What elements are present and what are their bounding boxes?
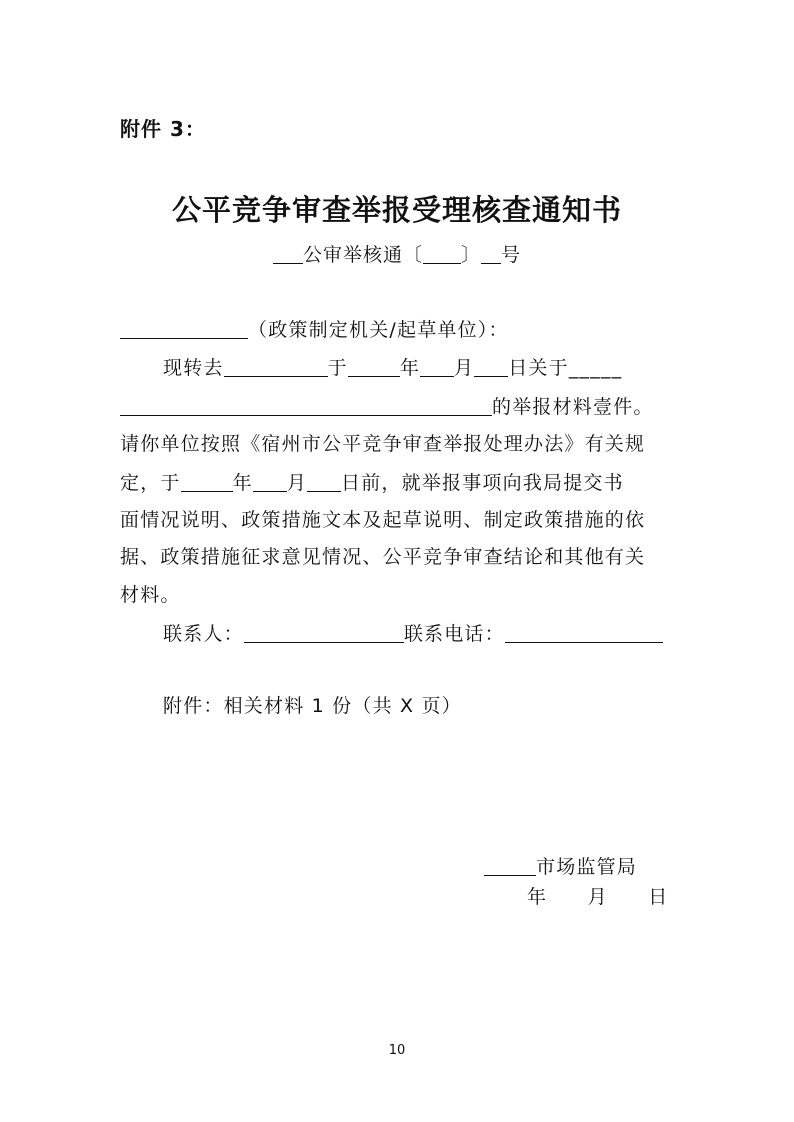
blank-contact-person	[244, 624, 404, 643]
attachment-label: 附件 3：	[120, 117, 206, 141]
document-title: 公平竞争审查举报受理核查通知书	[171, 193, 622, 227]
text: 日前，就举报事项向我局提交书	[341, 472, 624, 494]
body-line-2	[163, 358, 622, 378]
doc-number-text: 公审举核通〔	[302, 244, 423, 266]
page-number: 10	[388, 1043, 406, 1058]
blank-region	[484, 857, 536, 876]
addressee-line	[120, 320, 509, 340]
signature-org-text: 市场监管局	[536, 856, 638, 878]
attachment-note: 附件：相关材料 1 份（共 X 页）	[163, 695, 462, 717]
document-number	[0, 240, 794, 267]
body-line-7: 据、政策措施征求意见情况、公平竞争审查结论和其他有关	[120, 546, 646, 568]
doc-number-bracket: 〕	[460, 244, 481, 266]
blank-month	[253, 473, 287, 492]
blank-day	[307, 473, 341, 492]
body-line-4: 请你单位按照《宿州市公平竞争审查举报处理办法》有关规	[120, 433, 646, 455]
blank-subject	[120, 397, 492, 416]
blank-month	[420, 358, 454, 377]
blank-year	[348, 358, 400, 377]
body-line-6: 面情况说明、政策措施文本及起草说明、制定政策措施的依	[120, 509, 646, 531]
blank-year	[423, 245, 461, 264]
signature-org	[484, 857, 637, 877]
blank-addressee	[120, 320, 248, 339]
text: 现转去	[163, 357, 224, 379]
text: 的举报材料壹件。	[492, 396, 654, 418]
blank-issuer	[273, 245, 303, 264]
text: 定，于	[120, 472, 181, 494]
contact-line	[163, 624, 663, 644]
blank-contact-phone	[505, 624, 663, 643]
blank-year	[181, 473, 233, 492]
text: 年	[232, 472, 253, 494]
text: 月	[286, 472, 308, 494]
text: 于	[327, 357, 348, 379]
body-line-8: 材料。	[120, 584, 181, 606]
doc-number-suffix: 号	[501, 244, 522, 266]
contact-phone-label: 联系电话：	[403, 623, 505, 645]
blank-day	[474, 358, 508, 377]
blank-reporter	[224, 358, 328, 377]
text: 日关于_____	[508, 357, 623, 379]
text: 年	[399, 357, 421, 379]
body-line-3	[120, 397, 654, 417]
blank-serial	[481, 245, 501, 264]
contact-person-label: 联系人：	[163, 623, 244, 645]
addressee-text: （政策制定机关/起草单位）：	[248, 319, 509, 341]
signature-date: 年 月 日	[527, 886, 669, 908]
body-line-5	[120, 473, 624, 493]
text: 月	[454, 357, 475, 379]
